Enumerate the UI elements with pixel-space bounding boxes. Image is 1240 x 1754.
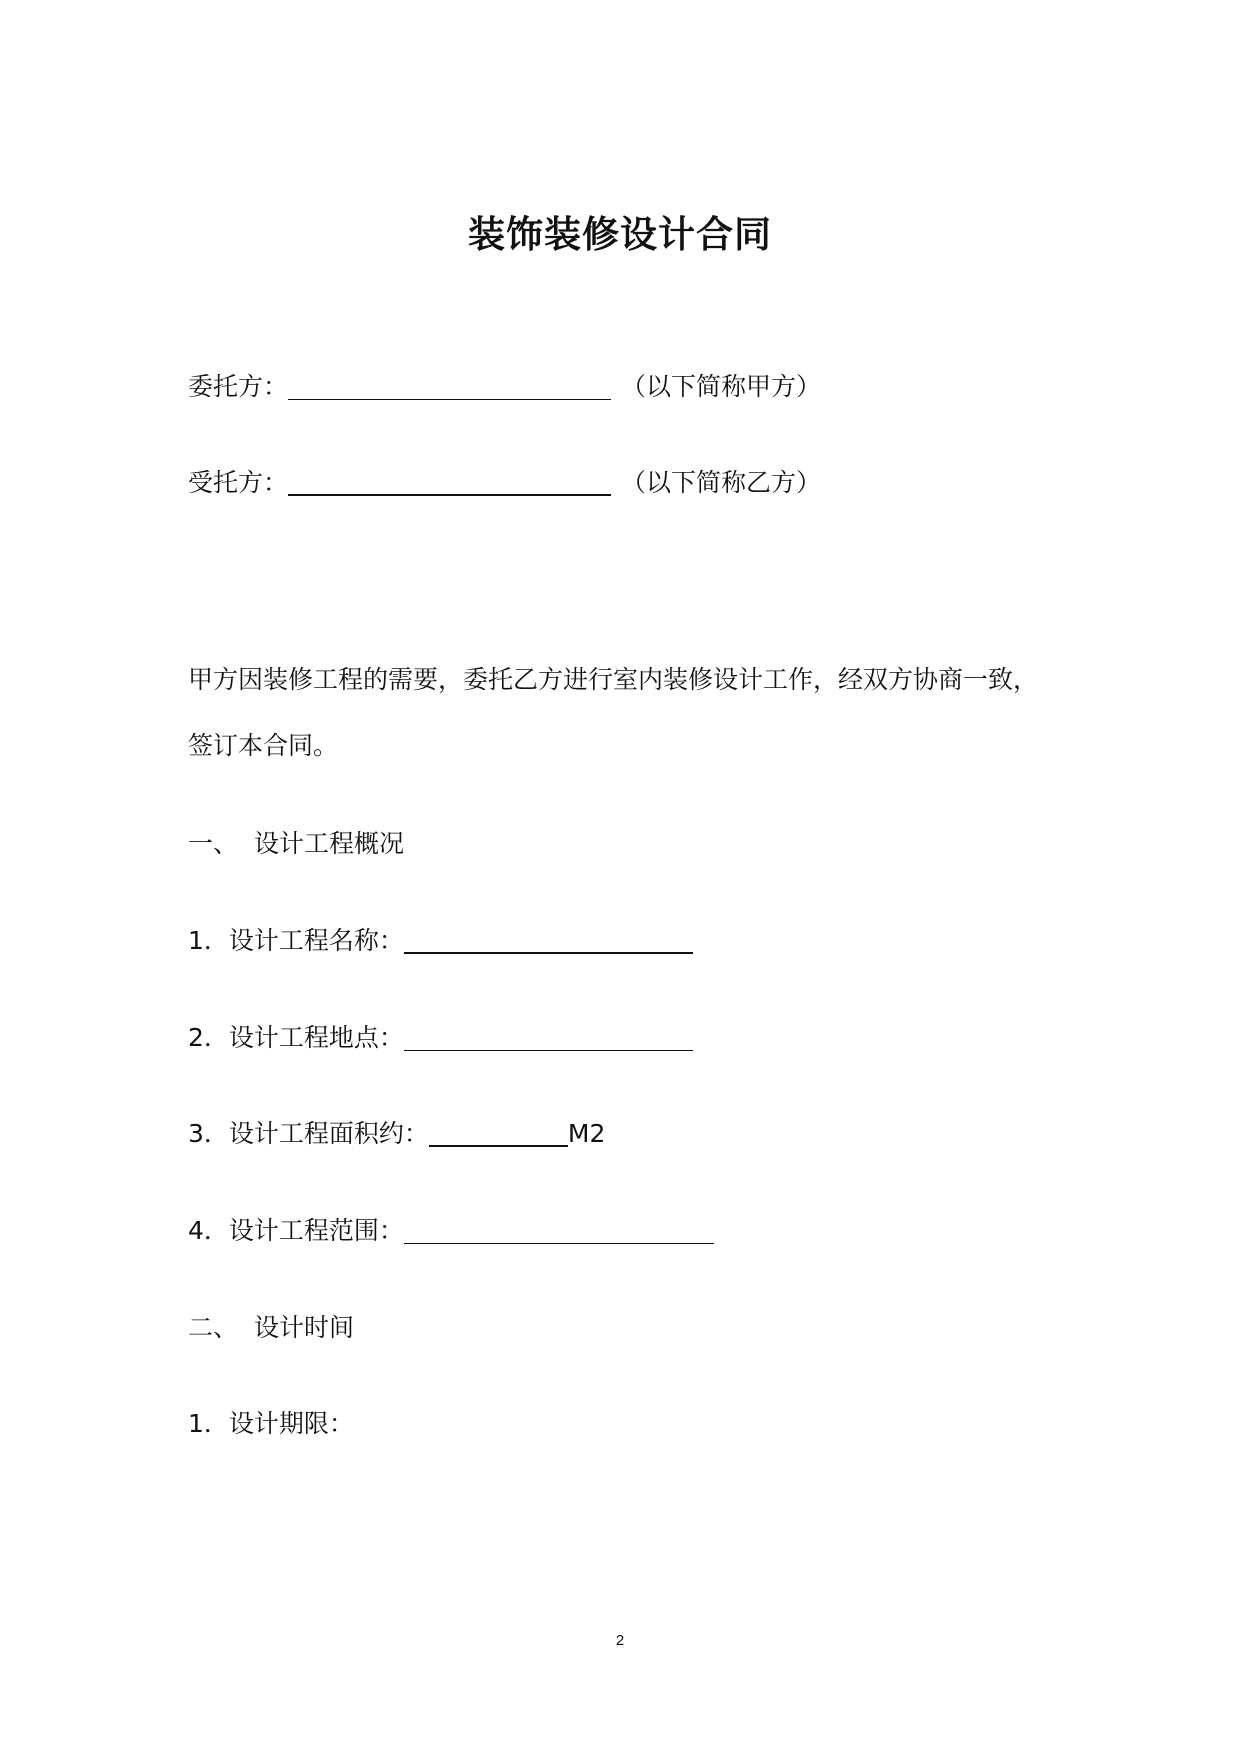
design-period-label: 1．设计期限： <box>188 1409 354 1438</box>
section-1-title: 设计工程概况 <box>254 829 405 858</box>
project-area-unit: M2 <box>567 1119 606 1148</box>
section-2-heading <box>188 1311 354 1345</box>
project-name-line <box>188 924 693 958</box>
section-2-number: 二、 <box>188 1313 239 1342</box>
intro-text-2: 签订本合同。 <box>188 731 339 760</box>
project-name-blank[interactable] <box>404 926 693 954</box>
project-area-label: 3．设计工程面积约： <box>188 1119 429 1148</box>
contractor-label: 受托方： <box>188 468 289 497</box>
contractor-name-blank[interactable] <box>288 468 611 496</box>
section-1-number: 一、 <box>188 829 239 858</box>
project-location-line <box>188 1021 693 1055</box>
project-scope-blank[interactable] <box>404 1217 714 1244</box>
project-location-label: 2．设计工程地点： <box>188 1023 404 1052</box>
section-1-heading <box>188 827 404 861</box>
intro-text-1: 甲方因装修工程的需要，委托乙方进行室内装修设计工作，经双方协商一致， <box>188 665 1039 694</box>
intro-line-2 <box>188 729 338 763</box>
contractor-suffix: （以下简称乙方） <box>621 468 822 497</box>
project-location-blank[interactable] <box>404 1024 693 1051</box>
page-number: 2 <box>615 1632 625 1649</box>
client-suffix: （以下简称甲方） <box>621 372 822 401</box>
design-period-line <box>188 1407 354 1441</box>
project-area-line <box>188 1117 605 1151</box>
client-line <box>188 370 821 404</box>
client-name-blank[interactable] <box>288 373 611 400</box>
section-2-title: 设计时间 <box>254 1313 355 1342</box>
contractor-line <box>188 466 821 500</box>
project-scope-label: 4．设计工程范围： <box>188 1216 404 1245</box>
document-title: 装饰装修设计合同 <box>468 213 772 256</box>
intro-line-1 <box>188 663 1038 697</box>
project-name-label: 1．设计工程名称： <box>188 926 404 955</box>
project-area-blank[interactable] <box>429 1119 568 1147</box>
project-scope-line <box>188 1214 714 1248</box>
client-label: 委托方： <box>188 372 289 401</box>
